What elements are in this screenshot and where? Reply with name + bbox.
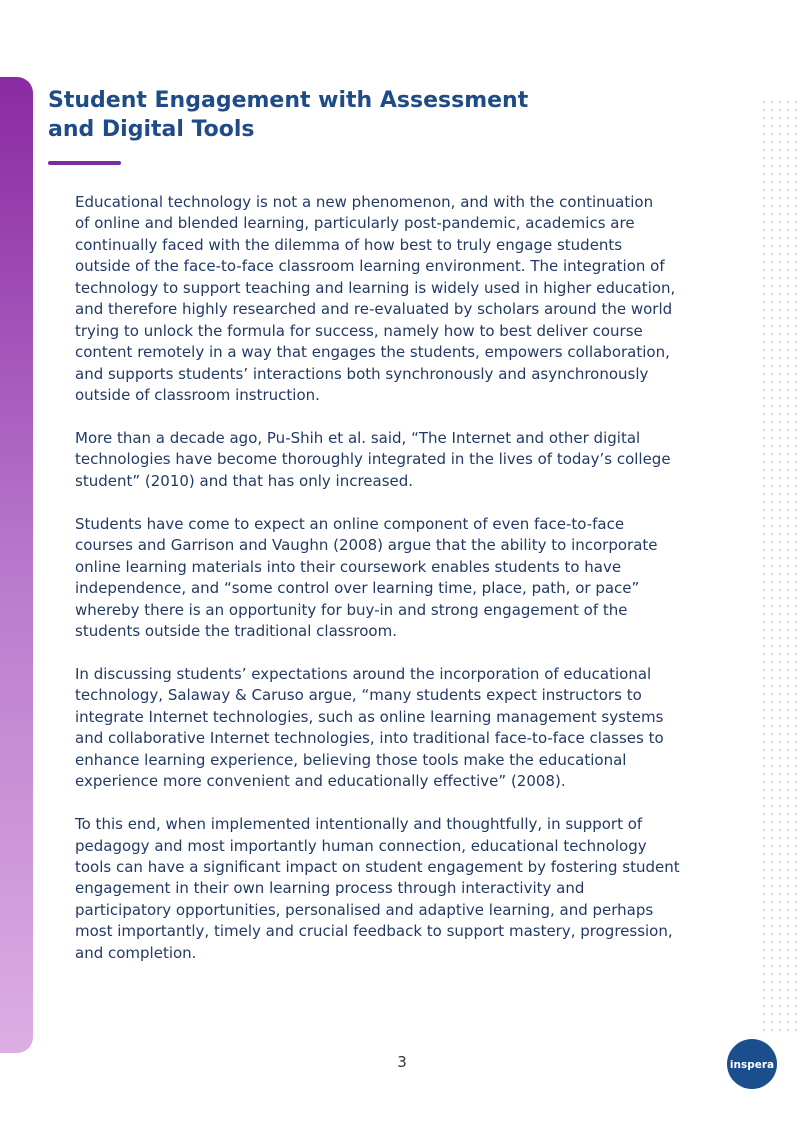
text-line: trying to unlock the formula for success, namely how to best deliver course (75, 321, 643, 340)
text-line: Students have come to expect an online component of even face-to-face (75, 514, 625, 533)
inspera-logo-text: inspera (729, 1059, 775, 1071)
text-line: and therefore highly researched and re-evaluated by scholars around the world (75, 300, 673, 319)
page-title-line: and Digital Tools (48, 117, 255, 142)
text-line: In discussing students’ expectations around the incorporation of educational (75, 664, 652, 683)
text-line: outside of the face-to-face classroom learning environment. The integration of (75, 257, 665, 276)
inspera-logo (727, 1039, 777, 1089)
page-title-line: Student Engagement with Assessment (48, 88, 529, 113)
decorative-sidebar (0, 77, 33, 1053)
decorative-dot-grid (760, 98, 800, 1033)
text-line: outside of classroom instruction. (75, 386, 320, 405)
text-line: whereby there is an opportunity for buy-in and strong engagement of the (75, 600, 628, 619)
text-line: online learning materials into their coursework enables students to have (75, 557, 622, 576)
text-line: of online and blended learning, particularly post-pandemic, academics are (75, 214, 635, 233)
text-line: participatory opportunities, personalised and adaptive learning, and perhaps (75, 900, 654, 919)
text-line: student” (2010) and that has only increased. (75, 471, 414, 490)
text-line: independence, and “some control over learning time, place, path, or pace” (75, 579, 640, 598)
paragraph-1 (75, 192, 735, 407)
text-line: To this end, when implemented intentionally and thoughtfully, in support of (75, 815, 643, 834)
page-number: 3 (397, 1053, 407, 1071)
paragraph-5 (75, 814, 735, 964)
text-line: and supports students’ interactions both synchronously and asynchronously (75, 364, 649, 383)
text-line: tools can have a significant impact on student engagement by fostering student (75, 857, 680, 876)
text-line: most importantly, timely and crucial feedback to support mastery, progression, (75, 922, 673, 941)
page-title (48, 86, 608, 144)
title-underline (48, 161, 121, 165)
text-line: engagement in their own learning process through interactivity and (75, 879, 585, 898)
text-line: experience more convenient and educationally effective” (2008). (75, 772, 566, 791)
text-line: technologies have become thoroughly integrated in the lives of today’s college (75, 450, 671, 469)
text-line: technology to support teaching and learning is widely used in higher education, (75, 278, 676, 297)
text-line: Educational technology is not a new phenomenon, and with the continuation (75, 193, 654, 211)
text-line: pedagogy and most importantly human connection, educational technology (75, 836, 647, 855)
paragraph-4 (75, 664, 735, 793)
text-line: students outside the traditional classroom. (75, 622, 397, 641)
text-line: technology, Salaway & Caruso argue, “many students expect instructors to (75, 686, 642, 705)
inspera-logo-mark (727, 1039, 777, 1089)
text-line: More than a decade ago, Pu-Shih et al. said, “The Internet and other digital (75, 428, 641, 447)
text-line: and completion. (75, 943, 197, 962)
text-line: continually faced with the dilemma of how best to truly engage students (75, 235, 623, 254)
article-body (75, 192, 735, 986)
text-line: enhance learning experience, believing those tools make the educational (75, 750, 627, 769)
text-line: courses and Garrison and Vaughn (2008) argue that the ability to incorporate (75, 536, 658, 555)
paragraph-2 (75, 428, 735, 492)
paragraph-3 (75, 514, 735, 643)
text-line: content remotely in a way that engages the students, empowers collaboration, (75, 343, 670, 362)
text-line: integrate Internet technologies, such as online learning management systems (75, 707, 664, 726)
text-line: and collaborative Internet technologies, into traditional face-to-face classes to (75, 729, 664, 748)
